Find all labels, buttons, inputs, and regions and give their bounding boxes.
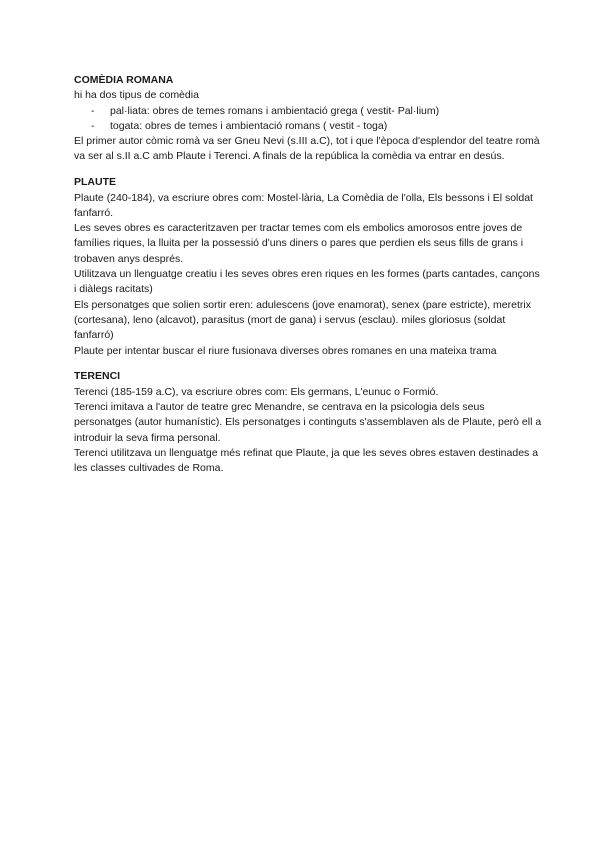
paragraph: Els personatges que solien sortir eren: adulescens (jove enamorat), senex (pare estricte), meretrix (cortesana), leno (alcavot), parasitus (mort de gana) i servus (esclau). miles gloriosus (soldat fanfarró) <box>74 298 531 342</box>
dash-marker: - <box>91 119 95 132</box>
list-item <box>74 104 544 119</box>
paragraph: Les seves obres es caracteritzaven per tractar temes com els embolics amorosos entre joves de famílies riques, la lluita per la possessió d'uns diners o pares que perdien els seus fills de grans i trobaven anys després. <box>74 222 524 265</box>
paragraph: Plaute (240-184), va escriure obres com: Mostel·lària, La Comèdia de l'olla, Els bessons i El soldat fanfarró. <box>74 191 533 219</box>
list-item-text: pal·liata: obres de temes romans i ambientació grega ( vestit- Pal·lium) <box>110 104 440 117</box>
paragraph: El primer autor còmic romà va ser Gneu Nevi (s.III a.C), tot i que l'època d'esplendor del teatre romà va ser al s.II a.C amb Plaute i Terenci. A finals de la república la comèdia va entrar en desús. <box>74 135 540 163</box>
section-terenci <box>74 369 544 476</box>
section-plaute <box>74 175 544 359</box>
section-title: COMÈDIA ROMANA <box>74 74 174 86</box>
paragraph: Terenci imitava a l'autor de teatre grec Menandre, se centrava en la psicologia dels seus personatges (autor humanístic). Els personatges i continguts s'assemblaven als de Plaute, però ell a introduir la seva firma personal. <box>74 400 542 444</box>
paragraph: Plaute per intentar buscar el riure fusionava diverses obres romanes en una mateixa trama <box>74 344 497 357</box>
document-page <box>74 73 544 476</box>
bullet-list <box>74 104 544 135</box>
paragraph: Utilitzava un llenguatge creatiu i les seves obres eren riques en les formes (parts cantades, cançons i diàlegs racitats) <box>74 268 540 296</box>
section-title: TERENCI <box>74 370 121 383</box>
paragraph: Terenci (185-159 a.C), va escriure obres com: Els germans, L'eunuc o Formió. <box>74 385 439 398</box>
section-title: PLAUTE <box>74 176 116 189</box>
section-spacer <box>74 359 544 370</box>
list-item <box>74 119 544 134</box>
list-item-text: togata: obres de temes i ambientació romans ( vestit - toga) <box>110 119 388 132</box>
paragraph: Terenci utilitzava un llenguatge més refinat que Plaute, ja que les seves obres estaven destinades a les classes cultivades de Roma. <box>74 446 539 475</box>
dash-marker: - <box>91 104 95 117</box>
section-spacer <box>74 165 544 176</box>
section-comedia-romana <box>74 73 544 165</box>
intro-text: hi ha dos tipus de comèdia <box>74 89 199 102</box>
